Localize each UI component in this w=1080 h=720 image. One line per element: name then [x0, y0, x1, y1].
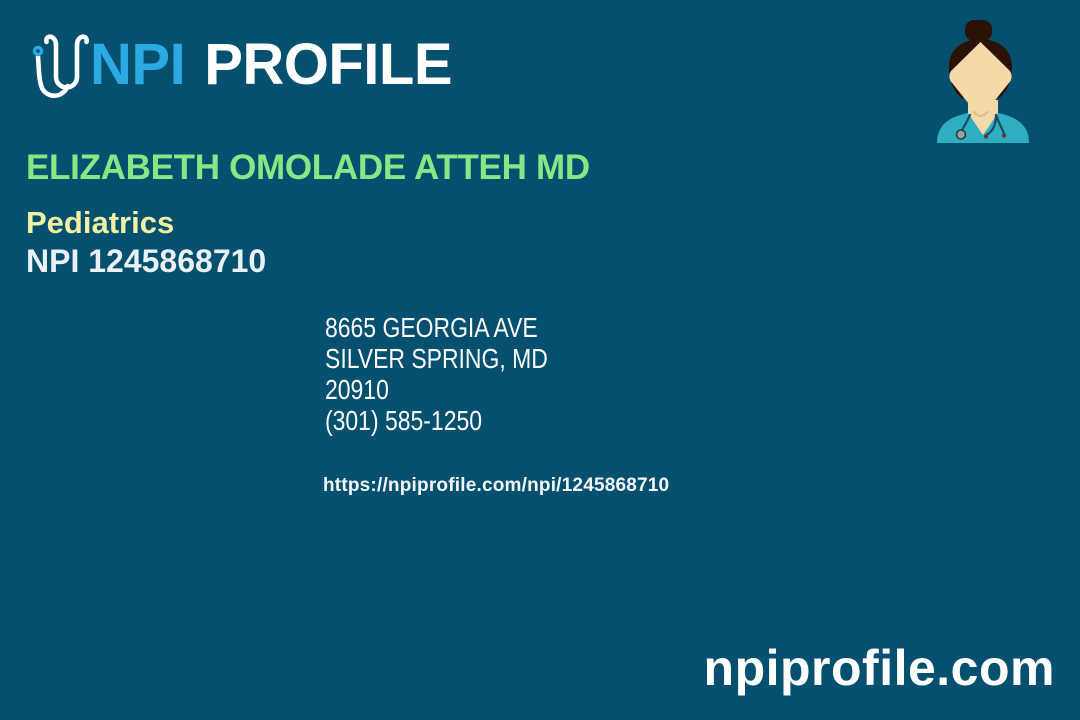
female-doctor-avatar [935, 16, 1035, 143]
brand-wordmark [90, 32, 453, 97]
provider-address-block [325, 312, 548, 436]
provider-npi-number: NPI 1245868710 [26, 243, 267, 279]
profile-url-link[interactable]: https://npiprofile.com/npi/1245868710 [323, 475, 670, 496]
site-wordmark: npiprofile.com [703, 640, 1055, 696]
address-line-1: 8665 GEORGIA AVE [325, 312, 538, 343]
phone-number: (301) 585-1250 [325, 405, 483, 436]
brand-profile-text: PROFILE [204, 32, 453, 97]
address-line-3: 20910 [325, 374, 389, 405]
avatar-hair-bun [965, 20, 992, 41]
provider-specialty: Pediatrics [26, 205, 175, 240]
stethoscope-icon [29, 33, 89, 99]
address-line-2: SILVER SPRING, MD [325, 343, 548, 374]
brand-npi-text: NPI [90, 32, 186, 97]
provider-name: ELIZABETH OMOLADE ATTEH MD [26, 148, 590, 187]
